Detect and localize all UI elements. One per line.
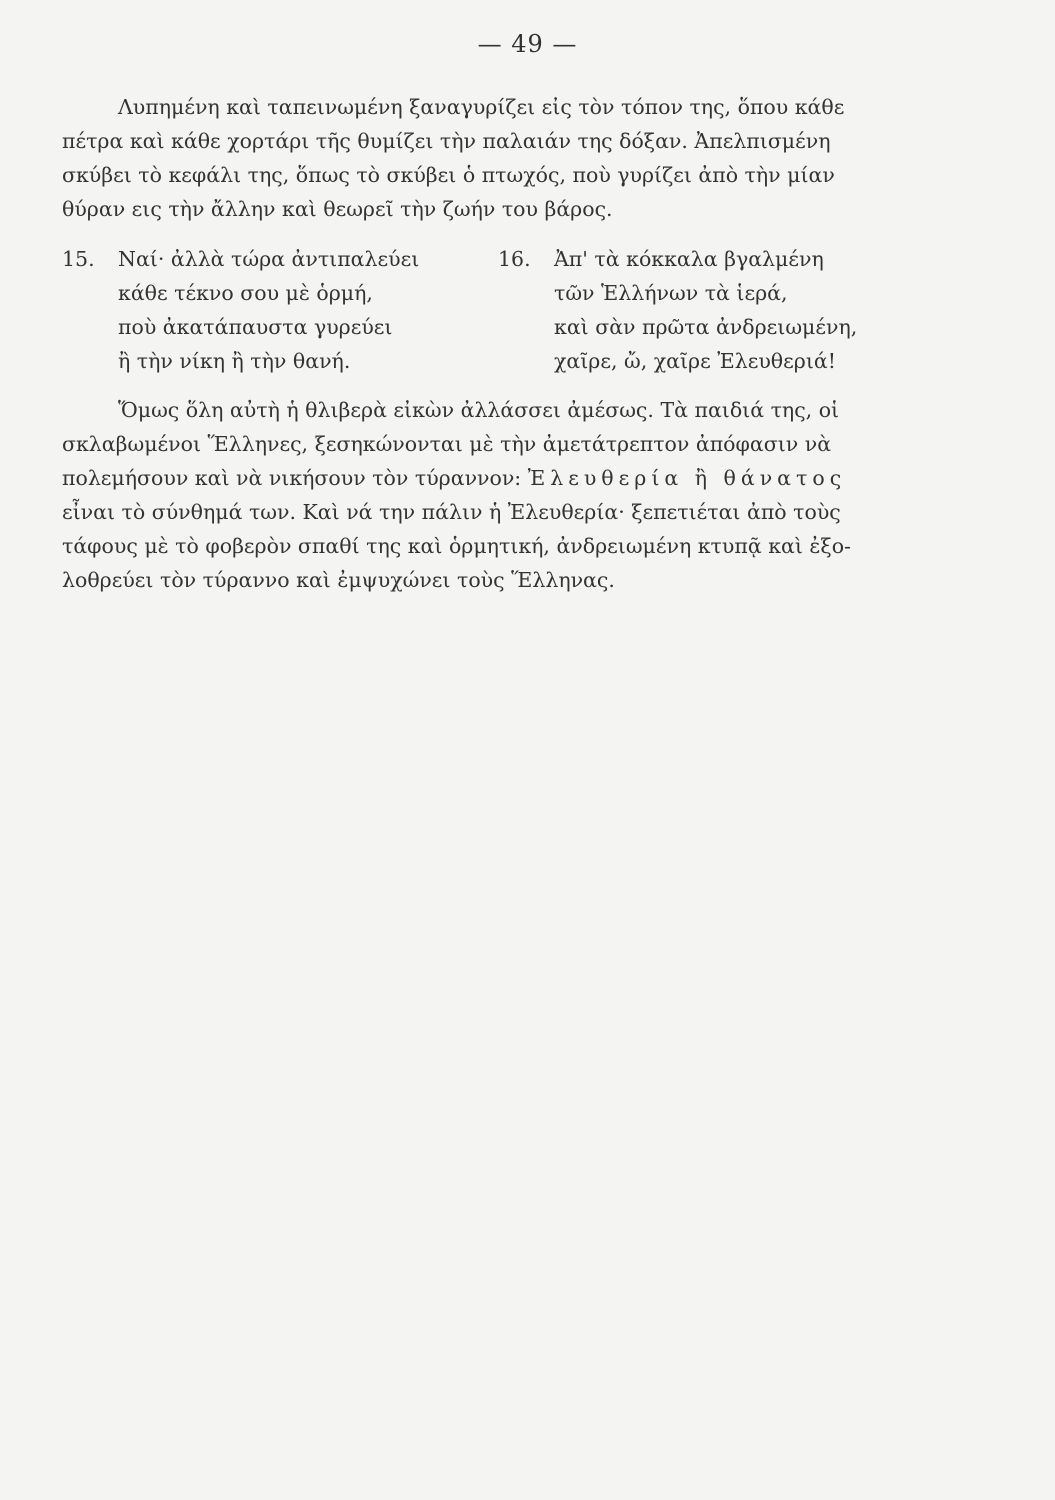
verse-text: Ἀπ' τὰ κόκκαλα βγαλμένη: [554, 247, 824, 271]
paragraph-line: λοθρεύει τὸν τύραννο καὶ ἐμψυχώνει τοὺς Ἕλληνας.: [62, 568, 615, 592]
paragraph-line: θύραν εις τὴν ἄλλην καὶ θεωρεῖ τὴν ζωήν του βάρος.: [62, 197, 613, 221]
paragraph-line: Λυπημένη καὶ ταπεινωμένη ξαναγυρίζει εἰς τὸν τόπον της, ὅπου κάθε: [118, 95, 845, 119]
paragraph-liberation: [62, 393, 950, 597]
verse-line: χαῖρε, ὤ, χαῖρε Ἐλευθεριά!: [554, 349, 836, 373]
verse-number: 15.: [62, 247, 95, 271]
paragraph-intro: [62, 90, 950, 226]
paragraph-line: [62, 461, 950, 495]
verse-line: κάθε τέκνο σου μὲ ὁρμή,: [118, 281, 373, 305]
verse-text: Ναί· ἀλλὰ τώρα ἀντιπαλεύει: [118, 247, 420, 271]
paragraph-line: εἶναι τὸ σύνθημά των. Καὶ νά την πάλιν ἡ Ἐλευθερία· ξεπετιέται ἀπὸ τοὺς: [62, 500, 841, 524]
verse-15: [62, 242, 492, 378]
verse-16: [498, 242, 948, 378]
paragraph-line: σκύβει τὸ κεφάλι της, ὅπως τὸ σκύβει ὁ πτωχός, ποὺ γυρίζει ἀπὸ τὴν μίαν: [62, 163, 835, 187]
verse-line: ἢ τὴν νίκη ἢ τὴν θανή.: [118, 349, 351, 373]
page-number: — 49 —: [477, 30, 578, 58]
verse-line: ποὺ ἀκατάπαυστα γυρεύει: [118, 315, 393, 339]
paragraph-line: σκλαβωμένοι Ἕλληνες, ξεσηκώνονται μὲ τὴν ἀμετάτρεπτον ἀπόφασιν νὰ: [62, 432, 832, 456]
verse-line: τῶν Ἑλλήνων τὰ ἱερά,: [554, 281, 788, 305]
paragraph-line: πέτρα καὶ κάθε χορτάρι τῆς θυμίζει τὴν παλαιάν της δόξαν. Ἀπελπισμένη: [62, 129, 831, 153]
verse-number: 16.: [498, 247, 531, 271]
paragraph-line: Ὅμως ὅλη αὐτὴ ἡ θλιβερὰ εἰκὼν ἀλλάσσει ἀμέσως. Τὰ παιδιά της, οἱ: [118, 398, 840, 422]
verse-line: [62, 242, 492, 276]
verse-line: καὶ σὰν πρῶτα ἀνδρειωμένη,: [554, 315, 858, 339]
motto-text: Ἐλευθερία ἢ θάνατος: [527, 466, 847, 490]
paragraph-line: τάφους μὲ τὸ φοβερὸν σπαθί της καὶ ὁρμητική, ἀνδρειωμένη κτυπᾷ καὶ ἐξο-: [62, 534, 851, 558]
paragraph-text: πολεμήσουν καὶ νὰ νικήσουν τὸν τύραννον:: [62, 466, 522, 490]
verse-line: [498, 242, 948, 276]
